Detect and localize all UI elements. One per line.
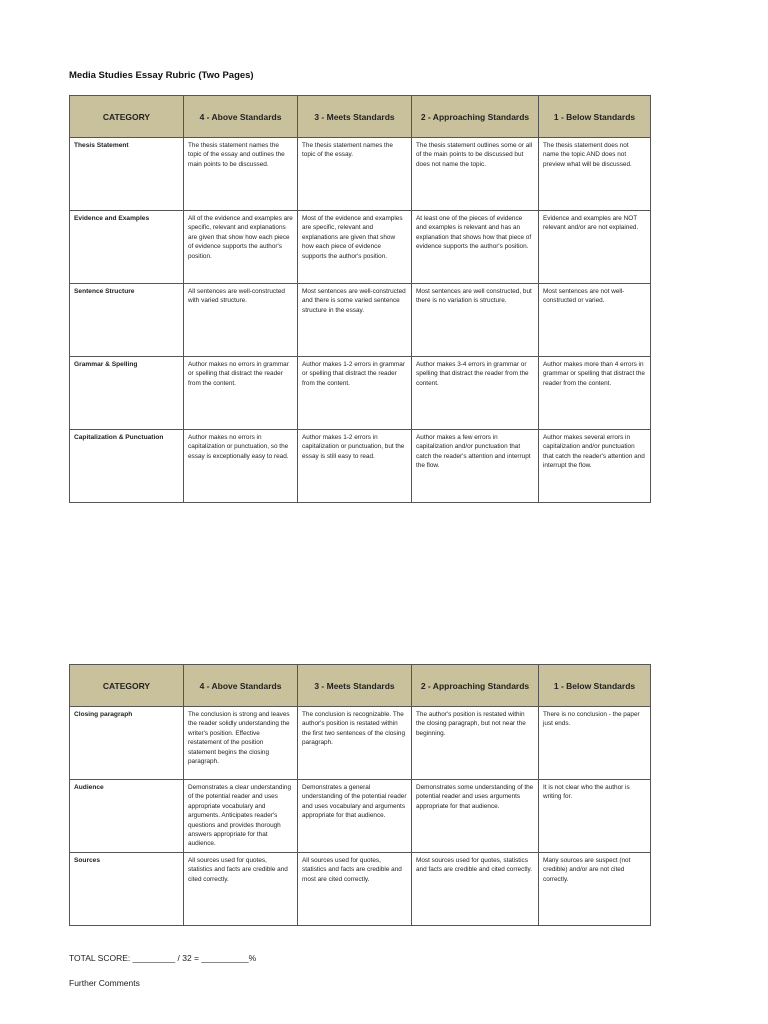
- table-cell: Many sources are suspect (not credible) and/or are not cited correctly.: [539, 853, 651, 926]
- table-cell: Demonstrates a clear understanding of the potential reader and uses appropriate vocabulary and arguments. Anticipates reader's questions and provides thorough answers appropriate for that audience.: [184, 780, 298, 853]
- table-cell: The thesis statement does not name the topic AND does not preview what will be discussed.: [539, 138, 651, 211]
- row-category: Evidence and Examples: [70, 211, 184, 284]
- table-row: [70, 780, 651, 853]
- table-cell: Author makes 3-4 errors in grammar or spelling that distract the reader from the content.: [412, 357, 539, 430]
- total-score-line: TOTAL SCORE: _________ / 32 = __________%: [69, 953, 257, 963]
- row-category: Sources: [70, 853, 184, 926]
- row-category: Thesis Statement: [70, 138, 184, 211]
- table-cell: Most sentences are not well-constructed or varied.: [539, 284, 651, 357]
- table-cell: All sources used for quotes, statistics and facts are credible and most are cited correctly.: [298, 853, 412, 926]
- rubric-header-row: [70, 96, 651, 138]
- row-category: Audience: [70, 780, 184, 853]
- table-cell: It is not clear who the author is writing for.: [539, 780, 651, 853]
- table-cell: Most sentences are well constructed, but there is no variation is structure.: [412, 284, 539, 357]
- table-row: [70, 853, 651, 926]
- header-below-standards: 1 - Below Standards: [539, 665, 651, 707]
- table-cell: Most sentences are well-constructed and there is some varied sentence structure in the essay.: [298, 284, 412, 357]
- table-row: [70, 138, 651, 211]
- table-row: [70, 211, 651, 284]
- row-category: Capitalization & Punctuation: [70, 430, 184, 503]
- further-comments-label: Further Comments: [69, 978, 140, 988]
- rubric-header-row: [70, 665, 651, 707]
- table-cell: Author makes 1-2 errors in capitalization or punctuation, but the essay is still easy to read.: [298, 430, 412, 503]
- table-cell: All sentences are well-constructed with varied structure.: [184, 284, 298, 357]
- table-cell: Most sources used for quotes, statistics and facts are credible and cited correctly.: [412, 853, 539, 926]
- table-cell: Author makes 1-2 errors in grammar or spelling that distract the reader from the content.: [298, 357, 412, 430]
- header-above-standards: 4 - Above Standards: [184, 665, 298, 707]
- table-cell: The author's position is restated within the closing paragraph, but not near the beginning.: [412, 707, 539, 780]
- table-cell: Author makes more than 4 errors in grammar or spelling that distract the reader from the content.: [539, 357, 651, 430]
- table-cell: All of the evidence and examples are specific, relevant and explanations are given that show how each piece of evidence supports the author's position.: [184, 211, 298, 284]
- table-cell: There is no conclusion - the paper just ends.: [539, 707, 651, 780]
- table-cell: Author makes several errors in capitalization and/or punctuation that catch the reader's attention and interrupt the flow.: [539, 430, 651, 503]
- table-cell: The thesis statement names the topic of the essay.: [298, 138, 412, 211]
- rubric-table-page-2: [69, 664, 651, 926]
- table-cell: Most of the evidence and examples are specific, relevant and explanations are given that show how each piece of evidence supports the author's position.: [298, 211, 412, 284]
- header-meets-standards: 3 - Meets Standards: [298, 665, 412, 707]
- table-cell: Evidence and examples are NOT relevant and/or are not explained.: [539, 211, 651, 284]
- header-category: CATEGORY: [70, 665, 184, 707]
- document-title: Media Studies Essay Rubric (Two Pages): [69, 70, 254, 81]
- table-row: [70, 707, 651, 780]
- header-below-standards: 1 - Below Standards: [539, 96, 651, 138]
- row-category: Grammar & Spelling: [70, 357, 184, 430]
- table-cell: Author makes a few errors in capitalization and/or punctuation that catch the reader's attention and interrupt the flow.: [412, 430, 539, 503]
- row-category: Sentence Structure: [70, 284, 184, 357]
- table-cell: The conclusion is recognizable. The author's position is restated within the first two sentences of the closing paragraph.: [298, 707, 412, 780]
- table-cell: At least one of the pieces of evidence and examples is relevant and has an explanation that shows how that piece of evidence supports the author's position.: [412, 211, 539, 284]
- table-cell: Author makes no errors in grammar or spelling that distract the reader from the content.: [184, 357, 298, 430]
- header-above-standards: 4 - Above Standards: [184, 96, 298, 138]
- header-approaching-standards: 2 - Approaching Standards: [412, 665, 539, 707]
- table-cell: The conclusion is strong and leaves the reader solidly understanding the writer's position. Effective restatement of the position statement begins the closing paragraph.: [184, 707, 298, 780]
- header-approaching-standards: 2 - Approaching Standards: [412, 96, 539, 138]
- table-cell: Demonstrates a general understanding of the potential reader and uses vocabulary and arguments appropriate for that audience.: [298, 780, 412, 853]
- rubric-table-page-1: [69, 95, 651, 503]
- row-category: Closing paragraph: [70, 707, 184, 780]
- table-cell: Author makes no errors in capitalization or punctuation, so the essay is exceptionally easy to read.: [184, 430, 298, 503]
- table-cell: All sources used for quotes, statistics and facts are credible and cited correctly.: [184, 853, 298, 926]
- table-cell: The thesis statement names the topic of the essay and outlines the main points to be discussed.: [184, 138, 298, 211]
- table-row: [70, 284, 651, 357]
- header-category: CATEGORY: [70, 96, 184, 138]
- table-row: [70, 430, 651, 503]
- table-cell: The thesis statement outlines some or all of the main points to be discussed but does not name the topic.: [412, 138, 539, 211]
- table-row: [70, 357, 651, 430]
- table-cell: Demonstrates some understanding of the potential reader and uses arguments appropriate for that audience.: [412, 780, 539, 853]
- header-meets-standards: 3 - Meets Standards: [298, 96, 412, 138]
